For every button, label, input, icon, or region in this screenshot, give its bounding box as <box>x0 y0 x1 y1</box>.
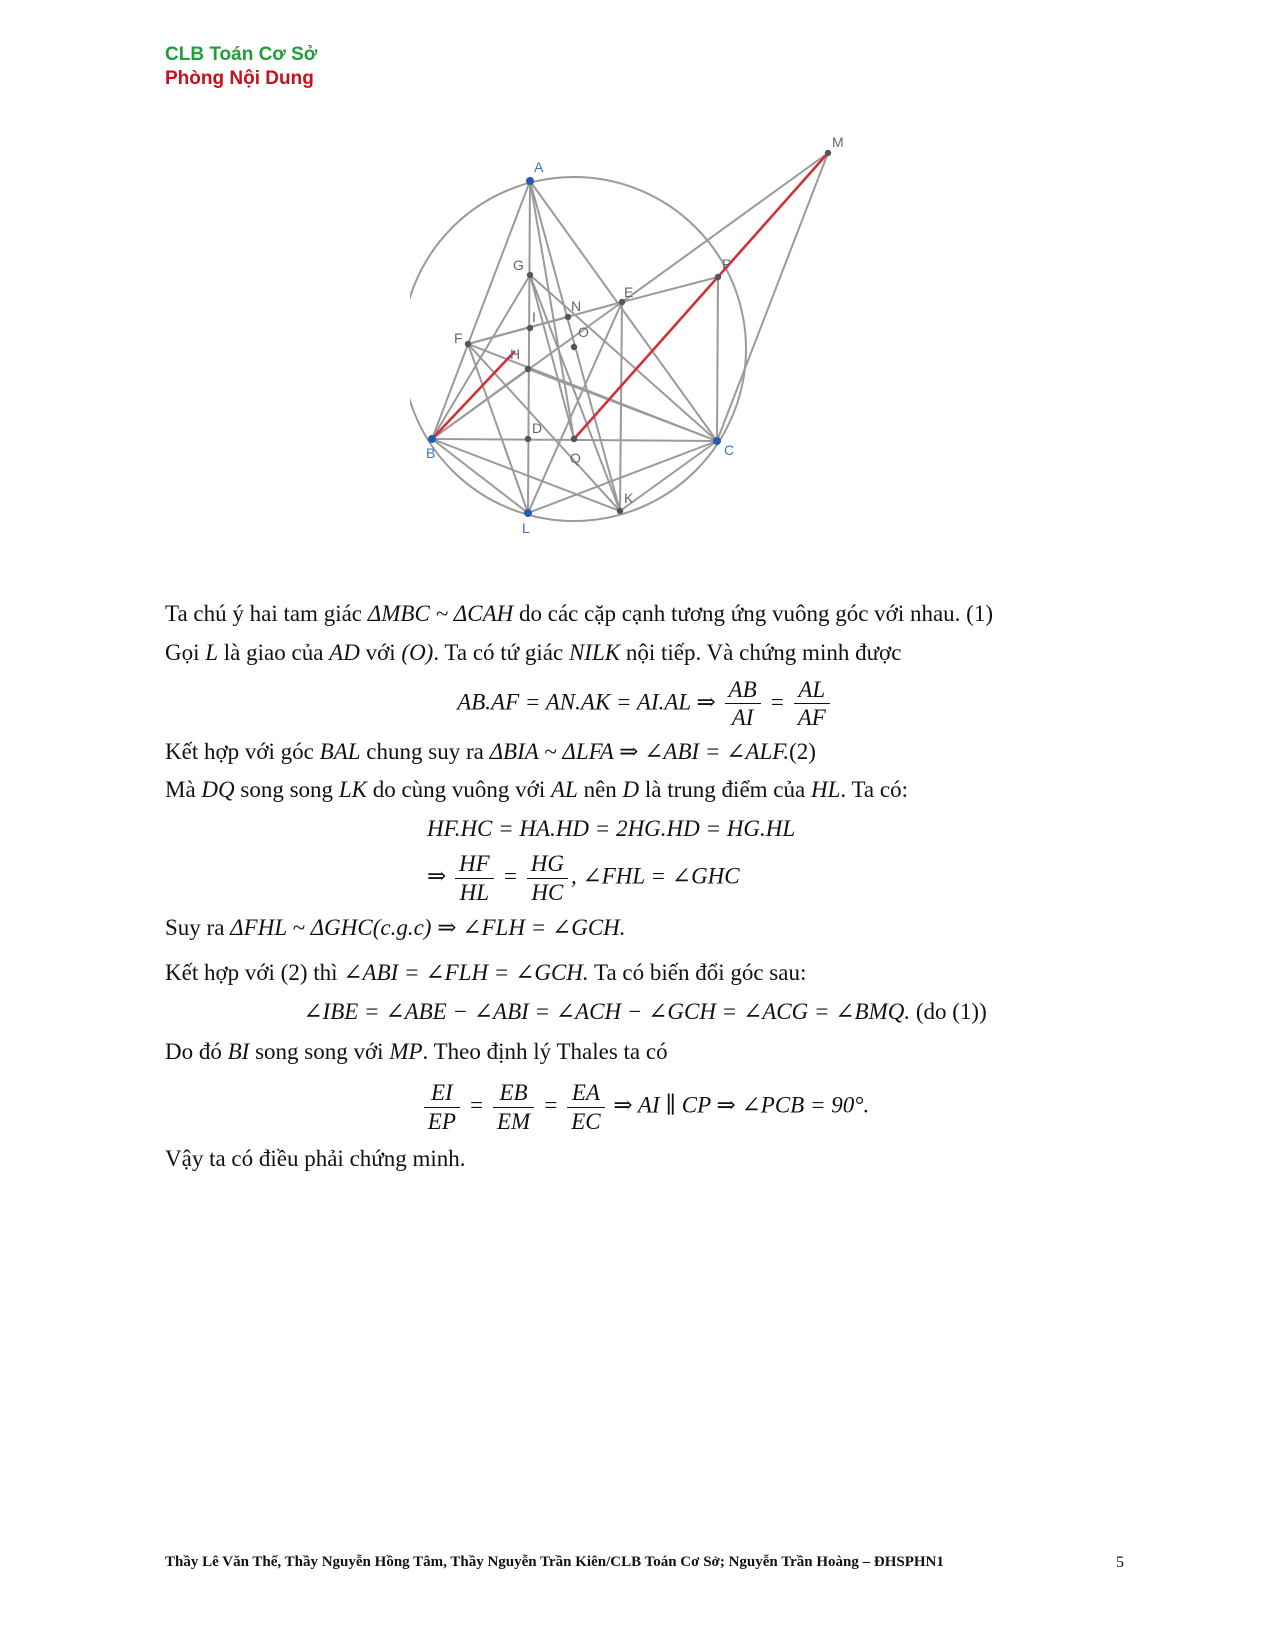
point-a <box>526 177 534 185</box>
paragraph-6: Kết hợp với (2) thì ∠ABI = ∠FLH = ∠GCH. Ta có biến đổi góc sau: <box>165 959 807 985</box>
label-f: F <box>454 330 463 346</box>
segment-al <box>528 181 530 513</box>
fraction-eb-em: $\frac{EB}{EM}$ <box>493 1079 534 1135</box>
paragraph-4: Mà DQ song song LK do cùng vuông với AL nên D là trung điểm của HL. Ta có: <box>165 777 908 803</box>
label-i: I <box>532 309 536 325</box>
label-b: B <box>426 445 436 461</box>
equation-1: AB.AF = AN.AK = AI.AL ⇒ $\frac{AB}{AI}$ = $\frac{AL}{AF}$ <box>165 676 1125 732</box>
paragraph-5: Suy ra ΔFHL ~ ΔGHC(c.g.c) ⇒ ∠FLH = ∠GCH. <box>165 915 626 941</box>
math-similar-mbc-cah: ΔMBC ~ ΔCAH <box>367 601 514 626</box>
segment-bk <box>432 439 620 511</box>
fraction-hg-hc: $\frac{HG}{HC}$ <box>527 850 568 906</box>
segment-ck <box>620 441 717 511</box>
point-i <box>527 325 533 331</box>
fraction-ea-ec: $\frac{EA}{EC}$ <box>567 1079 604 1135</box>
label-h: H <box>510 346 521 362</box>
point-g <box>527 272 533 278</box>
label-l: L <box>522 520 530 536</box>
fraction-ab-ai: $\frac{AB}{AI}$ <box>725 676 761 732</box>
equation-4: ∠IBE = ∠ABE − ∠ABI = ∠ACH − ∠GCH = ∠ACG = ∠BMQ. (do (1)) <box>303 998 987 1024</box>
paragraph-3: Kết hợp với góc BAL chung suy ra ΔBIA ~ ΔLFA ⇒ ∠ABI = ∠ALF.(2) <box>165 738 816 764</box>
label-q: Q <box>570 450 581 466</box>
equation-3: ⇒ $\frac{HF}{HL}$ = $\frac{HG}{HC}$ , ∠FHL = ∠GHC <box>427 850 740 905</box>
label-k: K <box>624 490 634 506</box>
label-a: A <box>534 159 544 175</box>
page-number: 5 <box>1116 1554 1124 1571</box>
segment-bl <box>432 439 528 513</box>
segment-ab <box>432 181 530 439</box>
point-o <box>571 344 577 350</box>
geometry-figure <box>410 125 860 545</box>
paragraph-8: Vậy ta có điều phải chứng minh. <box>165 1146 466 1172</box>
label-m: M <box>832 134 844 150</box>
point-n <box>565 314 571 320</box>
circumcircle-o <box>410 177 746 521</box>
label-e: E <box>624 284 634 300</box>
club-name: CLB Toán Cơ Sở <box>165 44 318 65</box>
segment-mc <box>717 153 828 441</box>
segment-bi-red <box>432 351 515 439</box>
label-o: O <box>578 324 589 340</box>
segment-hc <box>528 369 717 441</box>
segment-ep <box>622 277 718 302</box>
segment-pc <box>717 277 718 441</box>
segment-ek <box>620 302 622 511</box>
footer-authors: Thầy Lê Văn Thế, Thầy Nguyễn Hồng Tâm, Thầy Nguyễn Trần Kiên/CLB Toán Cơ Sở; Nguyễn Trần Hoàng – ĐHSPHN1 <box>165 1554 944 1570</box>
equation-5: $\frac{EI}{EP}$ = $\frac{EB}{EM}$ = $\frac{EA}{EC}$ ⇒ AI ∥ CP ⇒ ∠PCB = 90°. <box>165 1079 1125 1135</box>
equation-2: HF.HC = HA.HD = 2HG.HD = HG.HL <box>427 816 796 842</box>
fraction-hf-hl: $\frac{HF}{HL}$ <box>455 850 494 906</box>
point-d <box>525 436 531 442</box>
segment-fn <box>468 317 568 344</box>
point-c <box>713 437 721 445</box>
fraction-ei-ep: $\frac{EI}{EP}$ <box>424 1079 460 1135</box>
department-name: Phòng Nội Dung <box>165 68 314 89</box>
point-p <box>715 274 721 280</box>
point-k <box>617 508 623 514</box>
fraction-al-af: $\frac{AL}{AF}$ <box>794 676 830 732</box>
segment-gq <box>530 275 574 439</box>
point-l <box>524 509 532 517</box>
segment-aq <box>530 181 574 439</box>
point-m <box>825 150 831 156</box>
point-h <box>525 366 531 372</box>
proof-body <box>165 600 1125 1174</box>
label-g: G <box>513 257 524 273</box>
point-q <box>571 436 577 442</box>
label-p: P <box>722 256 732 272</box>
segment-em <box>622 153 828 302</box>
point-f <box>465 341 471 347</box>
label-n: N <box>571 298 582 314</box>
paragraph-7: Do đó BI song song với MP. Theo định lý Thales ta có <box>165 1039 668 1065</box>
point-b <box>428 435 436 443</box>
paragraph-2: Gọi L là giao của AD với (O). Ta có tứ giác NILK nội tiếp. Và chứng minh được <box>165 639 902 665</box>
label-d: D <box>532 420 543 436</box>
label-c: C <box>724 442 735 458</box>
paragraph-1: Ta chú ý hai tam giác ΔMBC ~ ΔCAH do các cặp cạnh tương ứng vuông góc với nhau. (1) <box>165 601 993 626</box>
